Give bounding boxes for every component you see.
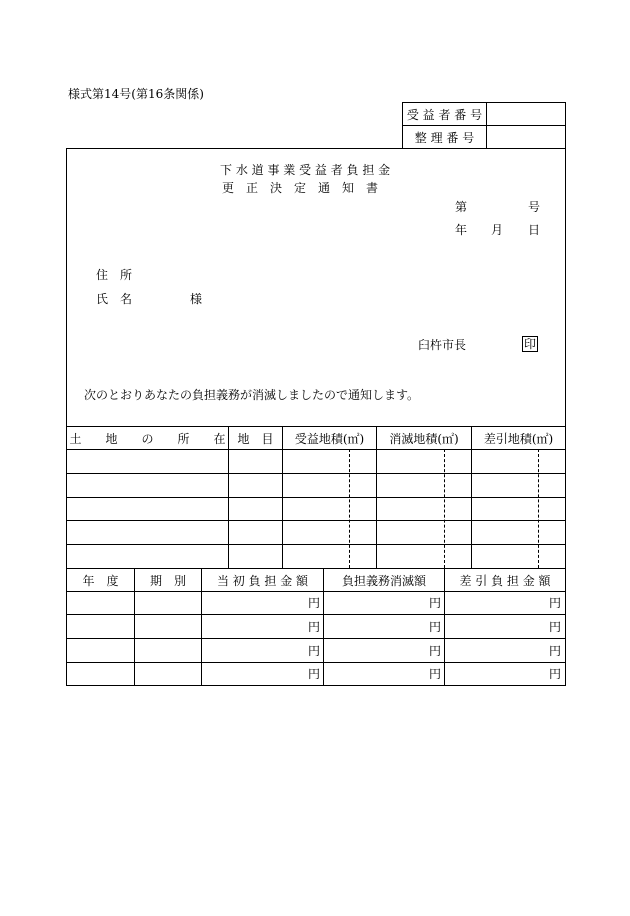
- extinct-area-cell[interactable]: [377, 474, 471, 497]
- issuer-name: 臼杵市長: [418, 338, 467, 352]
- period-cell[interactable]: [135, 615, 201, 638]
- header-diff-area: 差引地積(㎡): [483, 431, 554, 446]
- extinct-amount-cell[interactable]: [324, 639, 430, 662]
- diff-amount-cell[interactable]: [445, 639, 550, 662]
- benefit-area-cell[interactable]: [283, 498, 376, 520]
- header-diff-amount: 差 引 負 担 金 額: [459, 573, 551, 588]
- name-label: 氏 名: [96, 292, 133, 306]
- diff-amount-cell[interactable]: [445, 592, 550, 614]
- diff-area-cell[interactable]: [472, 498, 565, 520]
- initial-amount-cell[interactable]: [202, 592, 310, 614]
- header-period: 期 別: [149, 573, 186, 588]
- title-line-1: 下 水 道 事 業 受 益 者 負 担 金: [220, 163, 391, 177]
- benefit-area-cell[interactable]: [283, 521, 376, 544]
- land-location-cell[interactable]: [67, 545, 228, 568]
- yen-unit: 円: [549, 620, 562, 634]
- land-category-cell[interactable]: [229, 545, 282, 568]
- header-initial-amount: 当 初 負 担 金 額: [216, 573, 309, 588]
- land-location-cell[interactable]: [67, 498, 228, 520]
- initial-amount-cell[interactable]: [202, 615, 310, 638]
- header-fiscal-year: 年 度: [82, 573, 119, 588]
- diff-area-cell[interactable]: [472, 474, 565, 497]
- period-cell[interactable]: [135, 639, 201, 662]
- land-category-cell[interactable]: [229, 521, 282, 544]
- date-day: 日: [528, 223, 541, 237]
- land-location-cell[interactable]: [67, 474, 228, 497]
- title-line-2: 更 正 決 定 通 知 書: [222, 181, 379, 195]
- land-category-cell[interactable]: [229, 474, 282, 497]
- fiscal-year-cell[interactable]: [67, 592, 134, 614]
- header-location: 土 地 の 所 在: [69, 431, 226, 446]
- yen-unit: 円: [429, 667, 442, 681]
- benefit-area-cell[interactable]: [283, 450, 376, 473]
- doc-number-suffix: 号: [528, 200, 541, 214]
- header-extinct-amount: 負担義務消滅額: [341, 573, 426, 588]
- beneficiary-number-label: 受 益 者 番 号: [406, 107, 483, 122]
- beneficiary-number-field[interactable]: [487, 103, 565, 125]
- notice-message: 次のとおりあなたの負担義務が消滅しましたので通知します。: [84, 388, 420, 402]
- extinct-area-cell[interactable]: [377, 545, 471, 568]
- period-cell[interactable]: [135, 592, 201, 614]
- fiscal-year-cell[interactable]: [67, 663, 134, 685]
- benefit-area-cell[interactable]: [283, 474, 376, 497]
- doc-number-prefix: 第: [455, 200, 468, 214]
- initial-amount-cell[interactable]: [202, 663, 310, 685]
- yen-unit: 円: [308, 667, 321, 681]
- header-benefit-area: 受益地積(㎡): [294, 431, 365, 446]
- yen-unit: 円: [429, 596, 442, 610]
- yen-unit: 円: [429, 620, 442, 634]
- extinct-area-cell[interactable]: [377, 521, 471, 544]
- form-label: 様式第14号(第16条関係): [68, 87, 204, 101]
- date-month: 月: [491, 223, 504, 237]
- yen-unit: 円: [308, 620, 321, 634]
- honorific: 様: [190, 292, 203, 306]
- seal-stamp: 印: [523, 337, 536, 351]
- diff-area-cell[interactable]: [472, 545, 565, 568]
- yen-unit: 円: [308, 596, 321, 610]
- header-land-category: 地 目: [237, 431, 274, 446]
- reference-number-field[interactable]: [487, 126, 565, 148]
- diff-amount-cell[interactable]: [445, 663, 550, 685]
- yen-unit: 円: [429, 644, 442, 658]
- date-year: 年: [455, 223, 468, 237]
- initial-amount-cell[interactable]: [202, 639, 310, 662]
- land-category-cell[interactable]: [229, 498, 282, 520]
- address-label: 住 所: [96, 268, 133, 282]
- extinct-area-cell[interactable]: [377, 498, 471, 520]
- diff-amount-cell[interactable]: [445, 615, 550, 638]
- extinct-amount-cell[interactable]: [324, 663, 430, 685]
- yen-unit: 円: [549, 596, 562, 610]
- period-cell[interactable]: [135, 663, 201, 685]
- land-location-cell[interactable]: [67, 450, 228, 473]
- extinct-amount-cell[interactable]: [324, 592, 430, 614]
- yen-unit: 円: [549, 667, 562, 681]
- benefit-area-cell[interactable]: [283, 545, 376, 568]
- extinct-amount-cell[interactable]: [324, 615, 430, 638]
- land-category-cell[interactable]: [229, 450, 282, 473]
- yen-unit: 円: [308, 644, 321, 658]
- extinct-area-cell[interactable]: [377, 450, 471, 473]
- diff-area-cell[interactable]: [472, 450, 565, 473]
- land-location-cell[interactable]: [67, 521, 228, 544]
- reference-number-label: 整 理 番 号: [414, 130, 475, 145]
- yen-unit: 円: [549, 644, 562, 658]
- header-extinct-area: 消滅地積(㎡): [389, 431, 459, 446]
- diff-area-cell[interactable]: [472, 521, 565, 544]
- fiscal-year-cell[interactable]: [67, 615, 134, 638]
- fiscal-year-cell[interactable]: [67, 639, 134, 662]
